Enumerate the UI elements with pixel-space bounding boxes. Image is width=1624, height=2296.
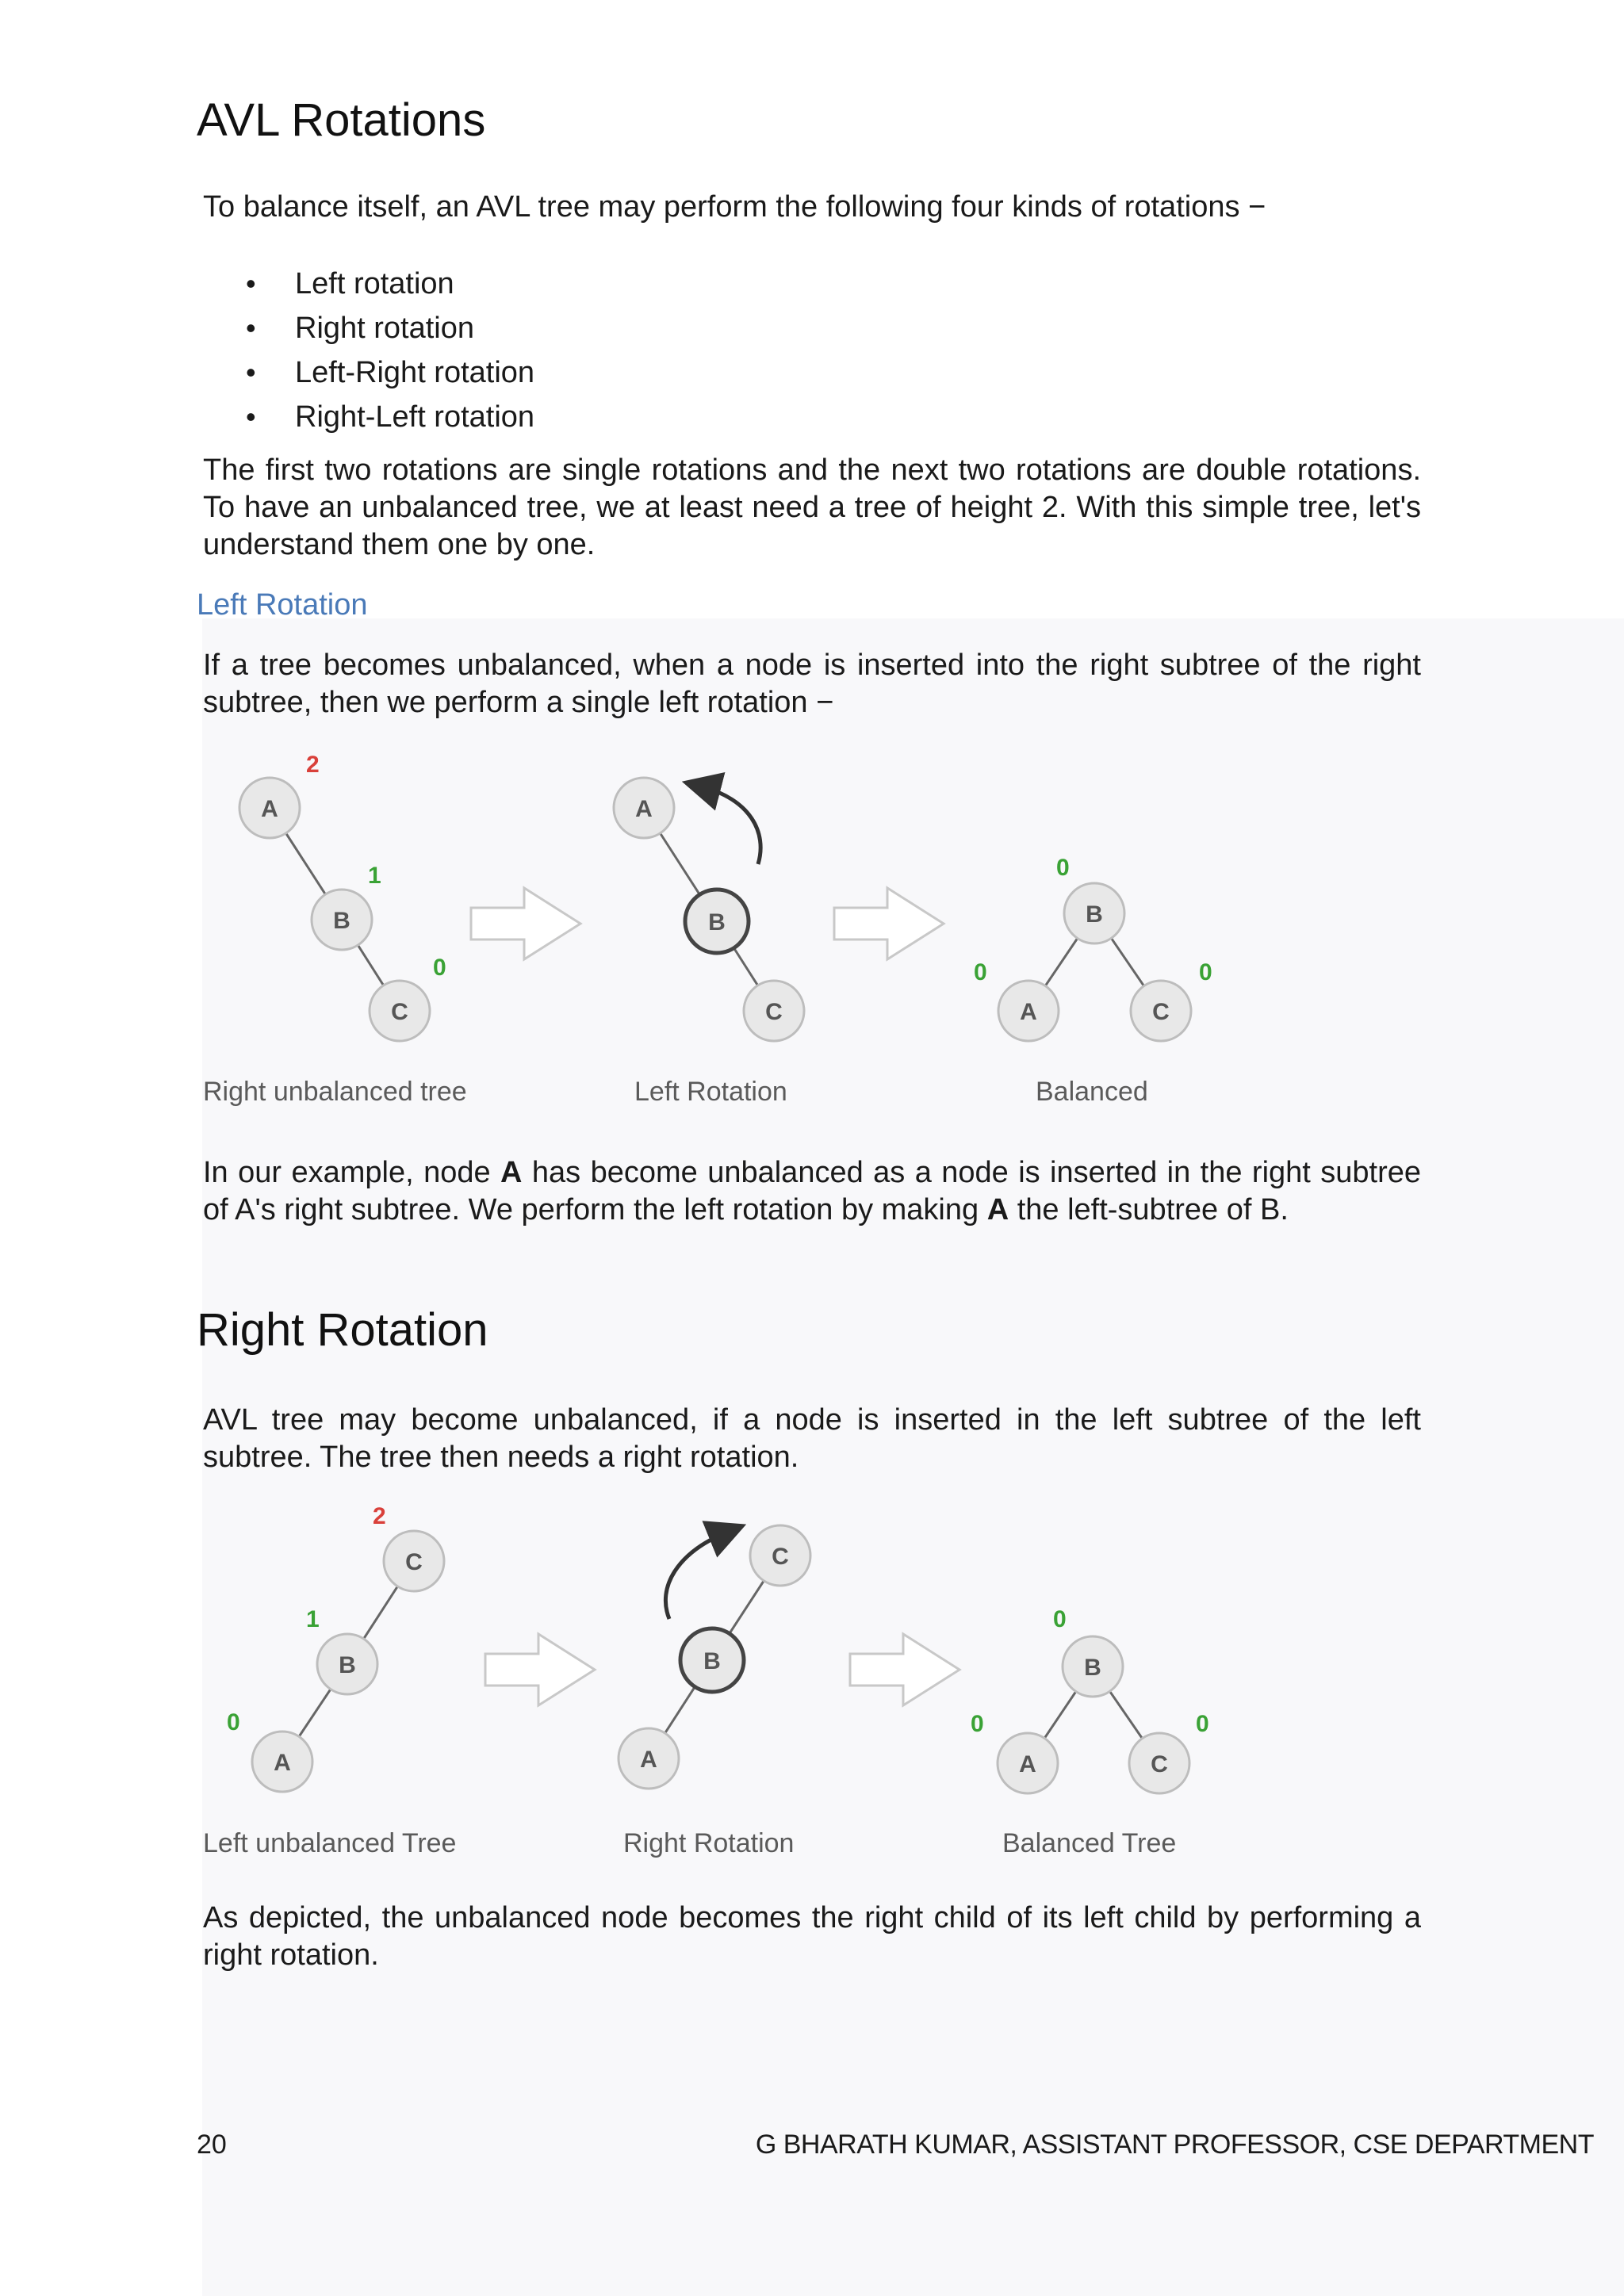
left-rotation-explanation: In our example, node A has become unbalanced as a node is inserted in the right subtree of A's right subtree. We perform the left rotation by making A the left-subtree of B.: [203, 1156, 1421, 1226]
rotations-intro-paragraph: The first two rotations are single rotations and the next two rotations are double rotations. To have an unbalanced tree, we at least need a tree of height 2. With this simple tree, let's understand them one by one.: [203, 453, 1421, 561]
tree-node: [317, 1634, 377, 1694]
intro-text: To balance itself, an AVL tree may perform the following four kinds of rotations −: [203, 190, 1266, 224]
svg-text:A: A: [1020, 999, 1037, 1025]
svg-text:B: B: [333, 908, 350, 934]
tree-node: [619, 1728, 679, 1789]
left-rotation-description: If a tree becomes unbalanced, when a node is inserted into the right subtree of the right subtree, then we perform a single left rotation −: [203, 649, 1421, 719]
list-item: • Left rotation: [246, 262, 534, 306]
svg-text:C: C: [391, 999, 408, 1025]
tree-node: [750, 1525, 810, 1586]
balance-factor: 0: [971, 1711, 984, 1737]
page-title: AVL Rotations: [197, 94, 486, 146]
tree-node: [1129, 1733, 1189, 1793]
left-rotation-diagram: [203, 745, 1313, 1110]
svg-text:A: A: [635, 796, 653, 822]
tree-node: [998, 1733, 1058, 1793]
svg-text:C: C: [765, 999, 783, 1025]
tree-node: [370, 981, 430, 1041]
tree-node: [744, 981, 804, 1041]
transition-arrow-icon: [485, 1634, 595, 1705]
tree-node: [239, 778, 300, 838]
tree-node: [685, 890, 749, 953]
figure-caption: Balanced Tree: [1002, 1828, 1177, 1858]
svg-text:A: A: [261, 796, 278, 822]
balance-factor: 1: [368, 863, 381, 889]
svg-text:A: A: [274, 1750, 291, 1776]
transition-arrow-icon: [850, 1634, 959, 1705]
svg-text:B: B: [339, 1652, 356, 1678]
bold-node-name: A: [986, 1193, 1009, 1226]
figure-caption: Balanced: [1036, 1077, 1148, 1107]
tree-node: [312, 890, 372, 950]
balance-factor: 0: [1196, 1711, 1209, 1737]
balance-factor: 0: [1056, 855, 1070, 881]
list-item: • Left-Right rotation: [246, 350, 534, 395]
tree-node: [1063, 1636, 1123, 1697]
svg-text:C: C: [772, 1544, 789, 1570]
rotate-counterclockwise-icon: [701, 786, 760, 864]
balance-factor: 0: [1199, 959, 1212, 985]
svg-text:C: C: [1151, 1751, 1168, 1777]
page-number: 20: [197, 2130, 227, 2160]
tree-node: [1131, 981, 1191, 1041]
balance-factor: 2: [373, 1503, 386, 1529]
right-rotation-explanation: As depicted, the unbalanced node becomes the right child of its left child by performing a right rotation.: [203, 1901, 1421, 1972]
rotation-list: [246, 262, 534, 439]
balance-factor: 0: [1053, 1606, 1067, 1632]
svg-text:B: B: [1086, 901, 1103, 928]
list-item: • Right rotation: [246, 306, 534, 350]
balance-factor: 0: [227, 1709, 240, 1735]
svg-text:A: A: [1019, 1751, 1036, 1777]
tree-node: [384, 1531, 444, 1591]
tree-node: [252, 1732, 312, 1792]
balance-factor: 2: [306, 752, 320, 778]
figure-caption: Right unbalanced tree: [203, 1077, 467, 1107]
balance-factor: 1: [306, 1606, 320, 1632]
tree-node: [998, 981, 1059, 1041]
transition-arrow-icon: [471, 888, 580, 959]
svg-text:B: B: [1084, 1655, 1101, 1681]
tree-node: [1064, 883, 1124, 943]
svg-text:B: B: [703, 1648, 721, 1674]
bold-node-name: A: [500, 1156, 523, 1189]
right-rotation-heading: Right Rotation: [197, 1304, 488, 1356]
figure-caption: Left unbalanced Tree: [203, 1828, 457, 1858]
balance-factor: 0: [433, 955, 446, 981]
transition-arrow-icon: [834, 888, 944, 959]
right-rotation-diagram: [203, 1494, 1313, 1858]
right-rotation-description: AVL tree may become unbalanced, if a node is inserted in the left subtree of the left subtree. The tree then needs a right rotation.: [203, 1403, 1421, 1474]
left-rotation-heading: Left Rotation: [197, 588, 368, 622]
svg-text:C: C: [405, 1549, 423, 1575]
figure-caption: Right Rotation: [623, 1828, 795, 1858]
svg-text:C: C: [1152, 999, 1170, 1025]
footer-author: G BHARATH KUMAR, ASSISTANT PROFESSOR, CSE DEPARTMENT: [755, 2130, 1594, 2160]
figure-caption: Left Rotation: [634, 1077, 787, 1107]
tree-node: [614, 778, 674, 838]
list-item: • Right-Left rotation: [246, 395, 534, 439]
svg-text:A: A: [640, 1747, 657, 1773]
rotate-clockwise-icon: [665, 1532, 728, 1619]
tree-node: [680, 1628, 744, 1692]
svg-text:B: B: [708, 909, 726, 936]
balance-factor: 0: [974, 959, 987, 985]
